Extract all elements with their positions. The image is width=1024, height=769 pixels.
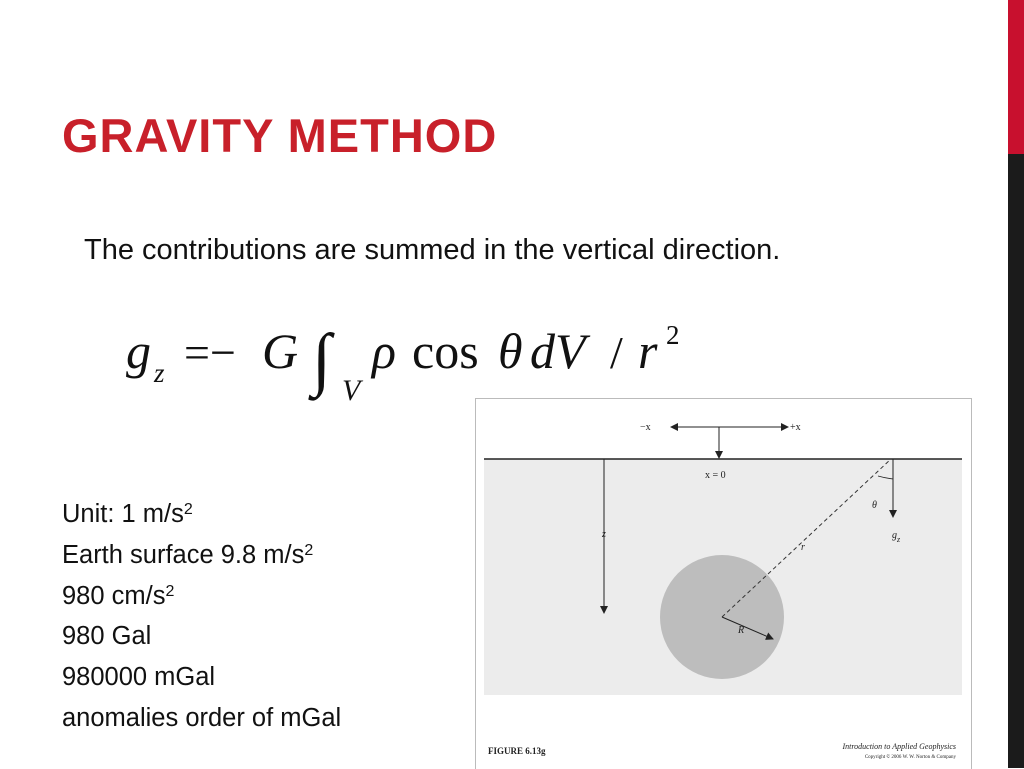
units-line [62, 698, 341, 739]
label-gz-g: g [892, 530, 897, 541]
units-line [62, 535, 341, 576]
label-z: z [602, 529, 606, 540]
gravity-formula [126, 312, 706, 412]
units-line-text: 980000 mGal [62, 663, 216, 692]
formula-cos: cos [412, 323, 479, 379]
formula-g: g [126, 323, 151, 379]
units-line [62, 657, 341, 698]
units-line-text: 980 Gal [62, 622, 152, 651]
figure-gravity-sphere [475, 398, 972, 769]
label-gz-subscript: z [897, 535, 901, 544]
formula-integral-subscript: V [342, 374, 361, 407]
formula-theta: θ [498, 323, 523, 379]
units-line-text: Unit: 1 m/s [62, 500, 184, 528]
formula-integral: ∫ [312, 321, 332, 398]
units-line-text: 980 cm/s [62, 581, 166, 610]
figure-book-title: Introduction to Applied Geophysics [842, 742, 956, 751]
units-list [62, 494, 341, 739]
sidebar-accent-bottom [1008, 154, 1024, 768]
formula-dV: dV [530, 323, 586, 379]
label-minus-x: −x [640, 422, 651, 433]
units-superscript: 2 [165, 582, 175, 600]
label-r: r [801, 542, 805, 553]
units-line-text: Earth surface 9.8 m/s [62, 540, 305, 569]
units-superscript: 2 [183, 501, 193, 518]
units-superscript: 2 [304, 541, 314, 559]
formula-g-subscript: z [154, 358, 165, 388]
units-line [62, 494, 341, 535]
formula-r: r [638, 323, 658, 379]
units-line [62, 616, 341, 657]
figure-diagram [476, 399, 971, 769]
formula-exponent: 2 [666, 320, 680, 350]
slide-subtitle: The contributions are summed in the vertical direction. [84, 234, 781, 266]
units-line [62, 576, 341, 617]
formula-equals-minus: =− [184, 327, 236, 378]
figure-caption: FIGURE 6.13g [488, 746, 546, 756]
label-theta: θ [872, 500, 877, 511]
figure-copyright: Copyright © 2006 W. W. Norton & Company [864, 755, 956, 760]
slide-title: GRAVITY METHOD [62, 109, 498, 162]
label-R: R [738, 625, 745, 636]
sidebar-accent-top [1008, 0, 1024, 154]
label-plus-x: +x [790, 422, 801, 433]
units-line-text: anomalies order of mGal [62, 703, 342, 732]
formula-slash: / [610, 327, 623, 378]
formula-rho: ρ [372, 323, 396, 379]
formula-G: G [262, 323, 299, 379]
label-x-zero: x = 0 [705, 470, 726, 481]
